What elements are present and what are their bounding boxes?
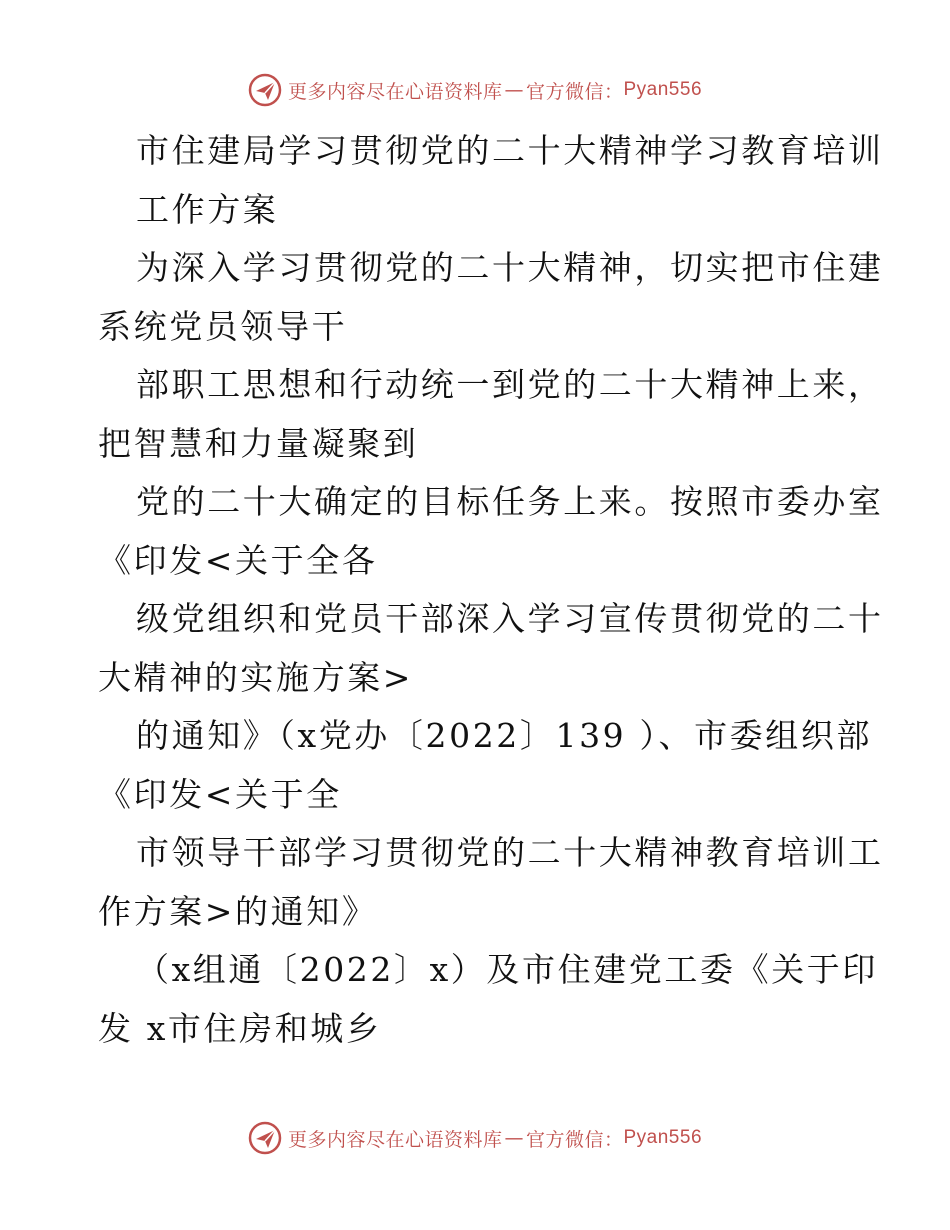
paragraph-line: 大精神的实施方案> xyxy=(98,657,414,697)
header-watermark xyxy=(0,70,950,110)
paragraph-line: 级党组织和党员干部深入学习宣传贯彻党的二十 xyxy=(136,599,884,638)
paragraph-line: 《印发<关于全各 xyxy=(98,540,378,580)
paragraph-line: 部职工思想和行动统一到党的二十大精神上来， xyxy=(136,365,884,404)
paragraph-line: 作方案>的通知》 xyxy=(98,891,378,931)
paragraph-line: 市领导干部学习贯彻党的二十大精神教育培训工 xyxy=(136,833,884,872)
watermark-contact-id: Pyan556 xyxy=(623,79,703,100)
watermark-separator: — xyxy=(504,1127,524,1149)
watermark-contact-label: 官方微信： xyxy=(525,80,624,103)
paper-plane-logo-icon xyxy=(248,1121,282,1155)
watermark-text: 更多内容尽在心语资料库 xyxy=(287,1128,503,1151)
paper-plane-logo-icon xyxy=(248,73,282,107)
watermark-contact-label: 官方微信： xyxy=(525,1128,624,1151)
paragraph-line: 发 x市住房和城乡 xyxy=(98,1008,382,1048)
paragraph-line: （x组通〔2022〕x）及市住建党工委《关于印 xyxy=(136,950,879,989)
watermark-text: 更多内容尽在心语资料库 xyxy=(287,80,503,103)
document-body xyxy=(98,122,884,1058)
watermark-separator: — xyxy=(504,79,524,101)
document-title-line: 工作方案 xyxy=(136,189,279,229)
paragraph-line: 《印发<关于全 xyxy=(98,774,342,814)
paragraph-line: 的通知》（x党办〔2022〕139 ）、市委组织部 xyxy=(136,716,873,755)
paragraph-line: 党的二十大确定的目标任务上来。按照市委办室 xyxy=(136,482,884,521)
document-title-line: 市住建局学习贯彻党的二十大精神学习教育培训 xyxy=(136,131,884,170)
watermark-contact-id: Pyan556 xyxy=(623,1127,703,1148)
paragraph-line: 系统党员领导干 xyxy=(98,306,348,346)
footer-watermark xyxy=(0,1118,950,1158)
paragraph-line: 把智慧和力量凝聚到 xyxy=(98,423,419,463)
paragraph-line: 为深入学习贯彻党的二十大精神，切实把市住建 xyxy=(136,248,884,287)
